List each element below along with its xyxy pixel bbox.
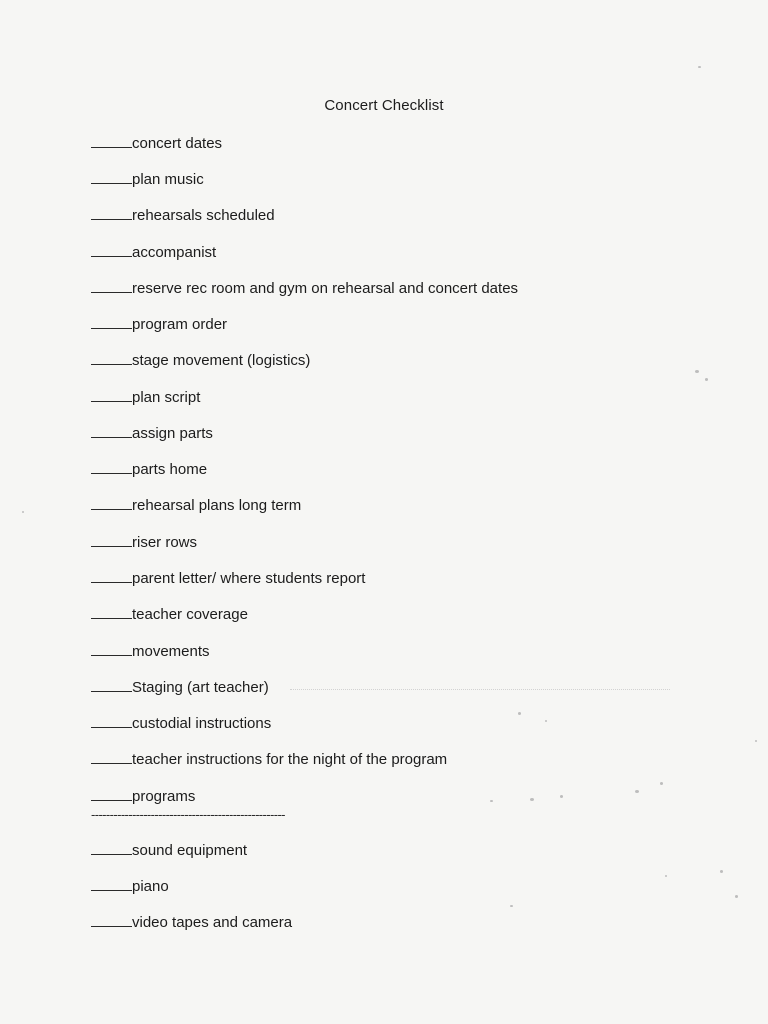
checklist-item [91,606,248,624]
checklist-item [91,425,213,443]
checklist-item [91,207,275,225]
checklist-item [91,461,207,479]
checklist-item [91,135,222,153]
scan-speck [698,66,701,68]
item-label: plan music [132,171,204,188]
scan-speck [735,895,738,898]
checklist-item [91,280,518,298]
checkbox-blank-line [91,135,132,148]
checkbox-blank-line [91,878,132,891]
checklist-item [91,244,216,262]
checklist-item [91,389,200,407]
item-label: parts home [132,461,208,478]
item-label: reserve rec room and gym on rehearsal and concert dates [132,280,519,297]
scan-speck [755,740,757,742]
item-label: sound equipment [132,842,248,859]
item-label: riser rows [132,534,198,551]
scan-speck [545,720,547,722]
checkbox-blank-line [91,715,132,728]
item-label: parent letter/ where students report [132,570,366,587]
checkbox-blank-line [91,425,132,438]
item-label: video tapes and camera [132,914,293,931]
scan-speck [510,905,513,907]
checkbox-blank-line [91,207,132,220]
item-label: stage movement (logistics) [132,352,311,369]
checkbox-blank-line [91,842,132,855]
page-title: Concert Checklist [324,97,444,114]
item-label: piano [132,878,169,895]
checkbox-blank-line [91,280,132,293]
scan-speck [518,712,521,715]
scan-speck [665,875,667,877]
checkbox-blank-line [91,534,132,547]
checklist-item [91,751,447,769]
checklist-item [91,679,269,697]
item-label: programs [132,788,196,805]
scan-speck [705,378,708,381]
checkbox-blank-line [91,461,132,474]
scan-noise-dots [290,689,670,690]
checkbox-blank-line [91,389,132,402]
item-label: rehearsals scheduled [132,207,275,224]
checkbox-blank-line [91,643,132,656]
checklist-item [91,497,301,515]
item-label: plan script [132,389,201,406]
checkbox-blank-line [91,679,132,692]
checkbox-blank-line [91,914,132,927]
item-label: custodial instructions [132,715,272,732]
checkbox-blank-line [91,497,132,510]
checkbox-blank-line [91,316,132,329]
scan-speck [490,800,493,802]
scan-speck [660,782,663,785]
scan-speck [720,870,723,873]
checklist-item [91,316,227,334]
checklist-item [91,788,195,806]
checklist-item [91,878,169,896]
checkbox-blank-line [91,352,132,365]
section-divider: ---------------------------------------------------- [91,807,285,822]
checkbox-blank-line [91,606,132,619]
checklist-item [91,715,271,733]
checkbox-blank-line [91,788,132,801]
scan-speck [530,798,534,801]
checklist-item [91,352,310,370]
item-label: movements [132,643,210,660]
item-label: accompanist [132,244,217,261]
item-label: assign parts [132,425,213,442]
checkbox-blank-line [91,244,132,257]
item-label: Staging (art teacher) [132,679,269,696]
checklist-item [91,643,210,661]
checkbox-blank-line [91,171,132,184]
item-label: program order [132,316,228,333]
item-label: rehearsal plans long term [132,497,302,514]
checklist-item [91,570,365,588]
scan-speck [560,795,563,798]
checklist-item [91,914,292,932]
item-label: teacher instructions for the night of the program [132,751,448,768]
checklist-item [91,534,197,552]
scan-speck [22,511,24,513]
scan-speck [635,790,639,793]
item-label: teacher coverage [132,606,248,623]
scan-speck [695,370,699,373]
item-label: concert dates [132,135,223,152]
checklist-item [91,842,247,860]
checklist-item [91,171,204,189]
checkbox-blank-line [91,570,132,583]
checkbox-blank-line [91,751,132,764]
